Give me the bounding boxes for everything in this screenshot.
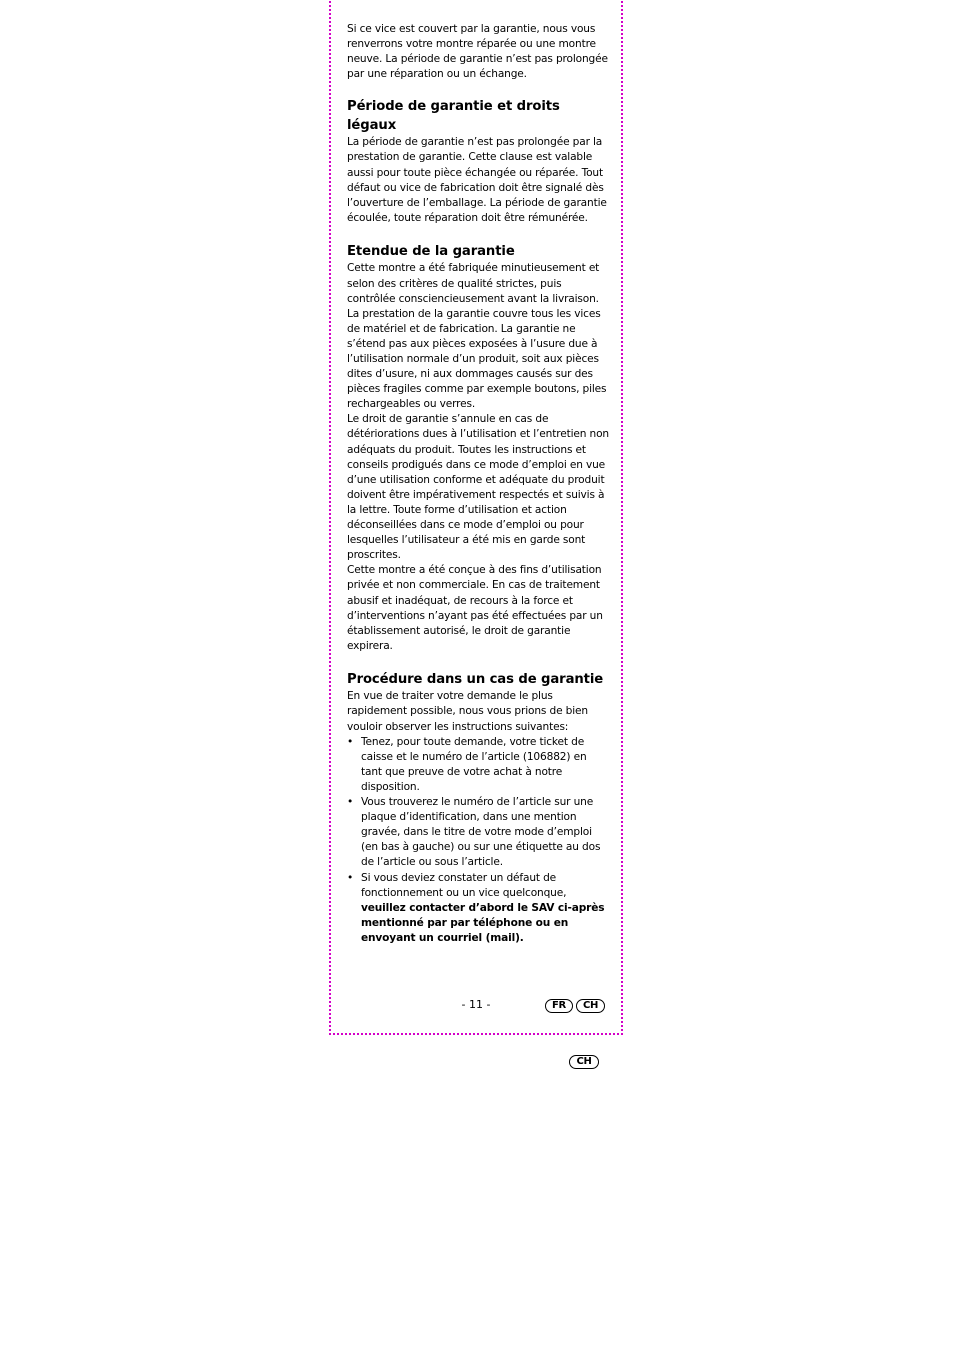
warranty-scope-paragraph-1: Cette montre a été fabriquée minutieusement et selon des critères de qualité strictes, puis contrôlée consciencieusement avant la livraison. La prestation de la garantie couvre tous les vices de matériel et de fabrication. La garantie ne s’étend pas aux pièces exposées à l’usure due à l’utilisation normale d’un produit, soit aux pièces dites d’usure, ni aux dommages causés sur des pièces fragiles comme par exemple boutons, piles rechargeables ou verres. (347, 262, 607, 411)
country-badge-ch: CH (569, 1055, 599, 1069)
section-title-warranty-period: Période de garantie et droits légaux (347, 99, 560, 133)
language-badge-fr: FR (545, 999, 573, 1013)
warranty-procedure-list (347, 735, 609, 946)
warranty-procedure-intro: En vue de traiter votre demande le plus rapidement possible, nous vous prions de bien vouloir observer les instructions suivantes: (347, 690, 588, 733)
page-content (347, 22, 609, 946)
list-item-text: Vous trouverez le numéro de l’article sur une plaque d’identification, dans une mention gravée, dans le titre de votre mode d’emploi (en bas à gauche) ou sur une étiquette au dos de l’article ou sous l’article. (361, 796, 601, 869)
section-title-warranty-procedure: Procédure dans un cas de garantie (347, 671, 604, 687)
list-item-emphasis: veuillez contacter d’abord le SAV ci-après mentionné par par téléphone ou en envoyant un courriel (mail). (361, 901, 605, 944)
warranty-scope-paragraph-2: Le droit de garantie s’annule en cas de détériorations dues à l’utilisation et l’entretien non adéquats du produit. Toutes les instructions et conseils prodigués dans ce mode d’emploi en vue d’une utilisation conforme et adéquate du produit doivent être impérativement respectés et suivis à la lettre. Toute forme d’utilisation et action déconseillées dans ce mode d’emploi ou pour lesquelles l’utilisateur a été mis en garde sont proscrites. (347, 413, 609, 562)
section-body-warranty-period: La période de garantie n’est pas prolongée par la prestation de garantie. Cette clause est valable aussi pour toute pièce échangée ou réparée. Tout défaut ou vice de fabrication doit être signalé dès l’ouverture de l’emballage. La période de garantie écoulée, toute réparation doit être rémunérée. (347, 136, 607, 224)
list-item-text: Tenez, pour toute demande, votre ticket de caisse et le numéro de l’article (106882) en tant que preuve de votre achat à notre disposition. (361, 735, 587, 793)
section-title-warranty-scope: Etendue de la garantie (347, 243, 515, 259)
list-item (347, 735, 609, 795)
language-badge-ch: CH (576, 999, 605, 1013)
warranty-scope-paragraph-3: Cette montre a été conçue à des fins d’utilisation privée et non commerciale. En cas de traitement abusif et inadéquat, de recours à la force et d’interventions n’ayant pas été effectuées par un établissement autorisé, le droit de garantie expirera. (347, 564, 603, 652)
page-number: - 11 - (461, 998, 491, 1011)
intro-paragraph: Si ce vice est couvert par la garantie, nous vous renverrons votre montre réparée ou une montre neuve. La période de garantie n’est pas prolongée par une réparation ou un échange. (347, 23, 608, 81)
list-item (347, 871, 609, 946)
list-item (347, 795, 609, 870)
list-item-text: Si vous deviez constater un défaut de fonctionnement ou un vice quelconque, (361, 871, 567, 899)
